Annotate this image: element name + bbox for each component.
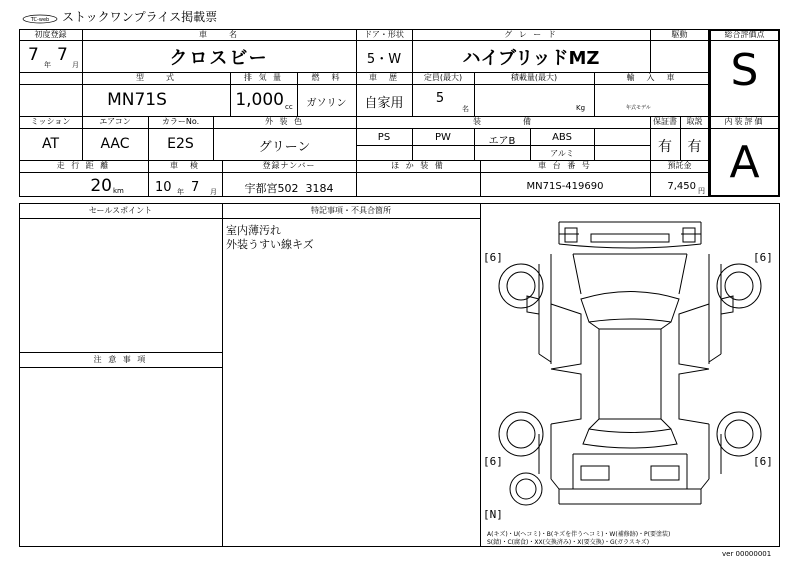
deposit: 7,450 bbox=[667, 181, 696, 192]
door-type: 5・W bbox=[366, 52, 402, 67]
label-color-no: カラーNo. bbox=[161, 117, 200, 126]
label-load: 積載量(最大) bbox=[510, 73, 558, 82]
mileage-unit: km bbox=[113, 187, 124, 195]
label-mission: ミッション bbox=[30, 117, 71, 126]
model: MN71S bbox=[107, 90, 167, 110]
label-car-name: 車 名 bbox=[199, 30, 239, 39]
equipment-item: PS bbox=[377, 132, 391, 143]
label-overall-rating: 総合評価点 bbox=[724, 30, 765, 39]
label-other-equipment: ほ か 装 備 bbox=[391, 161, 445, 170]
label-caution: 注 意 事 項 bbox=[93, 355, 148, 364]
label-grade: グ レ ー ド bbox=[504, 30, 558, 39]
notes-line: 室内薄汚れ bbox=[226, 224, 281, 237]
label-model: 型 式 bbox=[136, 73, 176, 82]
first-reg-year: 7 bbox=[28, 45, 39, 65]
mileage: 20 bbox=[90, 176, 112, 196]
label-fuel: 燃 料 bbox=[311, 73, 342, 82]
version: ver 00000001 bbox=[722, 550, 772, 558]
label-chassis-no: 車 台 番 号 bbox=[538, 161, 592, 170]
inspection-month: 7 bbox=[191, 180, 200, 195]
inspection-year: 10 bbox=[155, 180, 172, 195]
label-sales-point: セールスポイント bbox=[88, 206, 153, 215]
logo bbox=[22, 9, 58, 23]
inspection-month-unit: 月 bbox=[210, 188, 217, 196]
tire-label-fr: [6] bbox=[753, 251, 773, 264]
history: 自家用 bbox=[364, 96, 404, 111]
equipment-item: PW bbox=[435, 132, 451, 143]
label-warranty: 保証書 bbox=[653, 117, 677, 126]
label-equipment: 装 備 bbox=[473, 117, 533, 126]
chassis-no: MN71S-419690 bbox=[526, 181, 604, 192]
label-plate: 登録ナンバー bbox=[262, 161, 316, 170]
grade: ハイブリッドMZ bbox=[462, 48, 600, 69]
displacement-unit: cc bbox=[285, 103, 293, 111]
label-history: 車 歴 bbox=[369, 73, 399, 82]
plate: 宇都宮502 3184 bbox=[244, 182, 334, 195]
equipment-item: ABS bbox=[552, 132, 572, 143]
capacity-unit: 名 bbox=[462, 105, 469, 113]
first-reg-month-unit: 月 bbox=[72, 61, 79, 69]
spare-label: [N] bbox=[483, 508, 503, 521]
label-drive: 駆動 bbox=[671, 30, 688, 39]
label-first-reg: 初度登録 bbox=[34, 30, 67, 39]
label-notes: 特記事項・不具合箇所 bbox=[311, 206, 391, 215]
label-interior-rating: 内装評価 bbox=[724, 117, 765, 126]
svg-text:TC-web: TC-web bbox=[30, 17, 50, 23]
label-mileage: 走 行 距 離 bbox=[56, 161, 111, 170]
label-import: 輸 入 車 bbox=[626, 73, 677, 82]
capacity: 5 bbox=[435, 91, 445, 106]
notes-line: 外装うすい線キズ bbox=[226, 238, 314, 251]
warranty: 有 bbox=[658, 139, 672, 155]
manual: 有 bbox=[687, 139, 702, 155]
label-inspection: 車 検 bbox=[170, 161, 200, 170]
first-reg-month: 7 bbox=[57, 45, 68, 65]
tire-label-rr: [6] bbox=[753, 455, 773, 468]
label-displacement: 排 気 量 bbox=[243, 73, 284, 82]
fuel: ガソリン bbox=[306, 98, 347, 109]
import-model-year: 年式モデル bbox=[626, 105, 651, 111]
legend-line: A(キズ)・U(ヘコミ)・B(キズを伴うヘコミ)・W(補修跡)・P(要塗装) bbox=[487, 531, 671, 538]
label-manual: 取説 bbox=[686, 117, 703, 126]
car-damage-diagram bbox=[481, 204, 779, 546]
overall-rating: S bbox=[730, 45, 759, 96]
label-deposit: 預託金 bbox=[667, 161, 692, 170]
aircon: AAC bbox=[100, 136, 130, 152]
equipment-item: エアB bbox=[488, 136, 516, 147]
first-reg-year-unit: 年 bbox=[44, 61, 51, 69]
tire-label-rl: [6] bbox=[483, 455, 503, 468]
label-capacity: 定員(最大) bbox=[423, 73, 463, 82]
deposit-unit: 円 bbox=[698, 187, 705, 195]
legend-line: S(錆)・C(腐食)・XX(交換済み)・X(要交換)・G(ガラスキズ) bbox=[487, 539, 650, 546]
interior-rating: A bbox=[729, 137, 760, 188]
mission: AT bbox=[41, 136, 60, 152]
color-no: E2S bbox=[167, 136, 194, 152]
page-title: ストックワンプライス掲載票 bbox=[62, 10, 218, 24]
label-exterior-color: 外 装 色 bbox=[264, 117, 305, 126]
exterior-color: グリーン bbox=[258, 140, 311, 155]
label-door-type: ドア・形状 bbox=[364, 30, 404, 39]
tire-label-fl: [6] bbox=[483, 251, 503, 264]
load-unit: Kg bbox=[576, 104, 586, 112]
inspection-year-unit: 年 bbox=[177, 188, 184, 196]
car-name: クロスビー bbox=[169, 48, 269, 69]
equipment-item: アルミ bbox=[550, 149, 574, 158]
displacement: 1,000 bbox=[235, 90, 284, 110]
label-aircon: エアコン bbox=[99, 117, 131, 126]
